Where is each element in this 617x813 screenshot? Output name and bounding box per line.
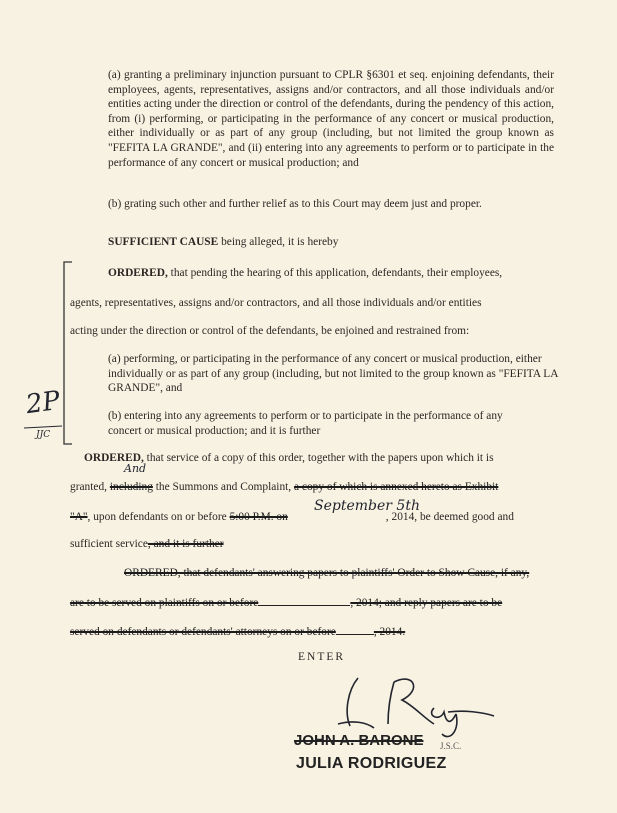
ordered-2-line-2 — [70, 480, 498, 494]
year-text: , 2014, be deemed good and — [385, 511, 514, 523]
margin-initials: 2P — [24, 385, 62, 421]
ordered-3-line-2 — [70, 596, 502, 610]
ordered-2-heading: ORDERED, — [84, 452, 144, 464]
ordered-1-heading: ORDERED, — [108, 267, 168, 279]
handwritten-and: And — [124, 462, 147, 475]
ordered-3-text-2a: are to be served on plaintiffs on or before — [70, 597, 259, 609]
margin-initials-small: JJC — [36, 430, 51, 440]
ordered-1-text-1: that pending the hearing of this application, defendants, their employees, — [167, 267, 503, 279]
struck-further: , and it is further — [147, 538, 224, 550]
struck-including: including — [109, 481, 153, 493]
ordered-3-line-1: ORDERED, that defendants' answering papers to plaintiffs' Order to Show Cause, if any, — [124, 567, 530, 579]
struck-time: 5:00 P.M. on — [229, 511, 288, 523]
struck-judge-name: JOHN A. BARONE — [294, 732, 424, 749]
ordered-2-line-4 — [70, 537, 224, 551]
ordered-3-text-3a: served on defendants or defendants' attorneys on or before — [70, 626, 336, 638]
enter-label: ENTER — [298, 651, 346, 663]
margin-bracket — [60, 258, 74, 448]
ordered-3-text-3b: , 2014. — [373, 626, 406, 638]
sub-paragraph-b: (b) entering into any agreements to perform or to participate in the performance of any concert or musical production; and it is further — [108, 410, 503, 437]
ordered-3-line-3 — [70, 625, 405, 639]
ordered-1-line-1 — [108, 266, 502, 280]
granted-text: granted, — [70, 481, 110, 493]
ordered-2-line-3 — [70, 510, 514, 524]
jsc-suffix: J.S.C. — [440, 741, 462, 751]
blank-line — [258, 596, 350, 606]
ordered-1-line-2: agents, representatives, assigns and/or contractors, and all those individuals and/or entities — [70, 297, 482, 309]
sufficient-cause-heading: SUFFICIENT CAUSE — [108, 236, 219, 248]
struck-exhibit: "A" — [70, 511, 88, 523]
handwritten-date: September 5th — [314, 498, 420, 514]
sufficient-cause-line — [108, 235, 338, 250]
sub-paragraph-a: (a) performing, or participating in the performance of any concert or musical production, either individually or as part of any group (including, but not limited to the group known as "FEFITA LA GRANDE", and — [108, 353, 558, 395]
paragraph-a: (a) granting a preliminary injunction pursuant to CPLR §6301 et seq. enjoining defendants, their employees, agents, representatives, assigns and/or contractors, and all those individuals and/or entities acting under the direction or control of the defendants, during the pendency of this action, from (i) performing, or participating in the performance of any concert or musical production, either individually or as part of any group (including, but not limited the group known as "FEFITA LA GRANDE", and (ii) entering into any agreements to perform or to participate in the performance of any concert or musical production; and — [108, 69, 554, 169]
upon-text: , upon defendants on or before — [87, 511, 230, 523]
ordered-3-text-2b: , 2014; and reply papers are to be — [350, 597, 503, 609]
paragraph-b: (b) grating such other and further relief as to this Court may deem just and proper. — [108, 198, 482, 210]
sufficient-cause-text: being alleged, it is hereby — [218, 236, 339, 248]
ordered-1-line-3: acting under the direction or control of the defendants, be enjoined and restrained from: — [70, 325, 470, 337]
struck-copy-clause: a copy of which is annexed hereto as Exhibit — [294, 481, 499, 493]
summons-text: the Summons and Complaint, — [152, 481, 295, 493]
sufficient-service-text: sufficient service — [70, 538, 148, 550]
blank-line-2 — [336, 625, 374, 635]
ordered-2-text-1: that service of a copy of this order, together with the papers upon which it is — [143, 452, 494, 464]
judge-name: JULIA RODRIGUEZ — [296, 755, 447, 772]
